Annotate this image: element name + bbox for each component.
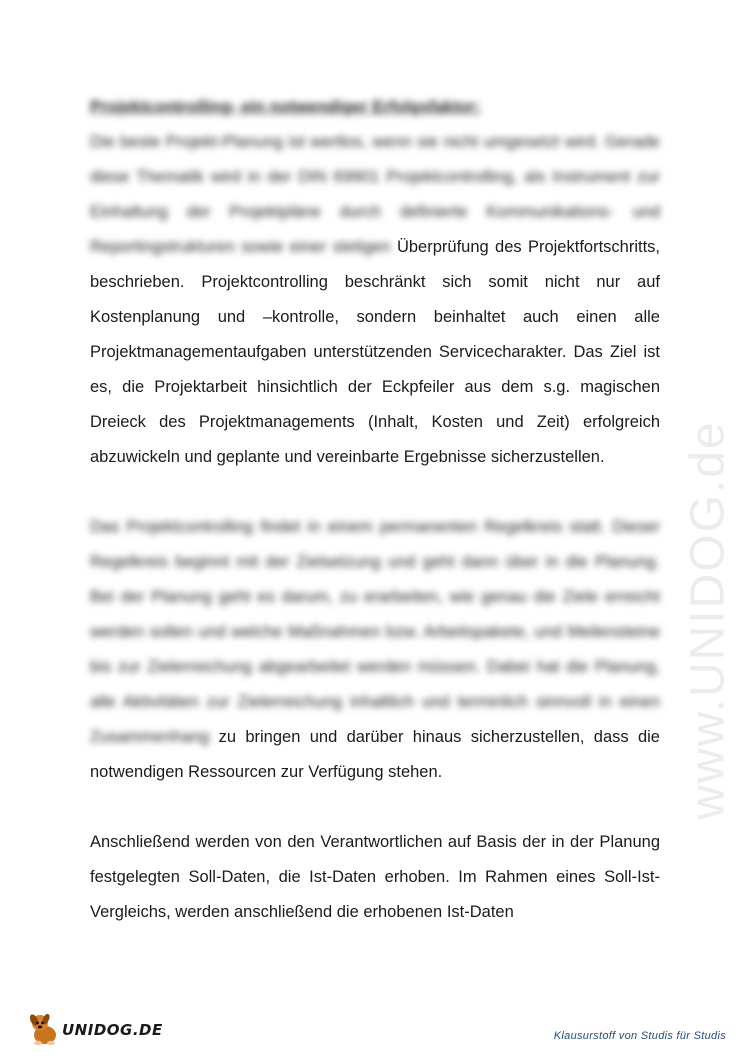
paragraph-1 bbox=[90, 125, 660, 475]
visible-text: Überprüfung des Projektfortschritts, beschrieben. Projektcontrolling beschränkt sich somit nicht nur auf Kostenplanung und –kontrolle, sondern beinhaltet auch einen alle Projektmanagementaufgaben unterstützenden Servicecharakter. Das Ziel ist es, die Projektarbeit hinsichtlich der Eckpfeiler aus dem s.g. magischen Dreieck des Projektmanagements (Inhalt, Kosten und Zeit) erfolgreich abzuwickeln und geplante und vereinbarte Ergebnisse sicherzustellen. bbox=[90, 238, 660, 466]
paragraph-2 bbox=[90, 510, 660, 790]
unidog-logo bbox=[24, 1012, 163, 1048]
paragraph-3 bbox=[90, 825, 660, 930]
blurred-text: Das Projektcontrolling findet in einem permanenten Regelkreis statt. Dieser Regelkreis beginnt mit der Zielsetzung und geht dann über in die Planung. Bei der Planung geht es darum, zu erarbeiten, wie genau die Ziele erreicht werden sollen und welche Maßnahmen bzw. Arbeitspakete, und Meilensteine bis zur Zielerreichung abgearbeitet werden müssen. Dabei hat die Planung, alle Aktivitäten zur Zielerreichung inhaltlich und terminlich sinnvoll in einen Zusammenhang bbox=[90, 518, 660, 746]
watermark: www.UNIDOG.de bbox=[681, 420, 735, 820]
section-heading: Projektcontrolling- ein notwendiger Erfolgsfaktor: bbox=[90, 98, 481, 116]
logo-text: UNIDOG.DE bbox=[62, 1021, 163, 1039]
footer-slogan: Klausurstoff von Studis für Studis bbox=[553, 1030, 726, 1042]
blurred-text: Die beste Projekt-Planung ist wertlos, wenn sie nicht umgesetzt wird. Gerade diese Thematik wird in der DIN 69901 Projektcontrolling, als Instrument zur Einhaltung der Projektpläne durch definierte Kommunikations- und Reportingstrukturen sowie einer stetigen bbox=[90, 133, 660, 256]
document-body bbox=[90, 90, 660, 930]
dog-mascot-icon bbox=[24, 1009, 64, 1052]
visible-text: Anschließend werden von den Verantwortlichen auf Basis der in der Planung festgelegten Soll-Daten, die Ist-Daten erhoben. Im Rahmen eines Soll-Ist-Vergleichs, werden anschließend die erhobenen Ist-Daten bbox=[90, 833, 660, 921]
visible-text: zu bringen und darüber hinaus sicherzustellen, dass die notwendigen Ressourcen zur Verfügung stehen. bbox=[90, 728, 660, 781]
